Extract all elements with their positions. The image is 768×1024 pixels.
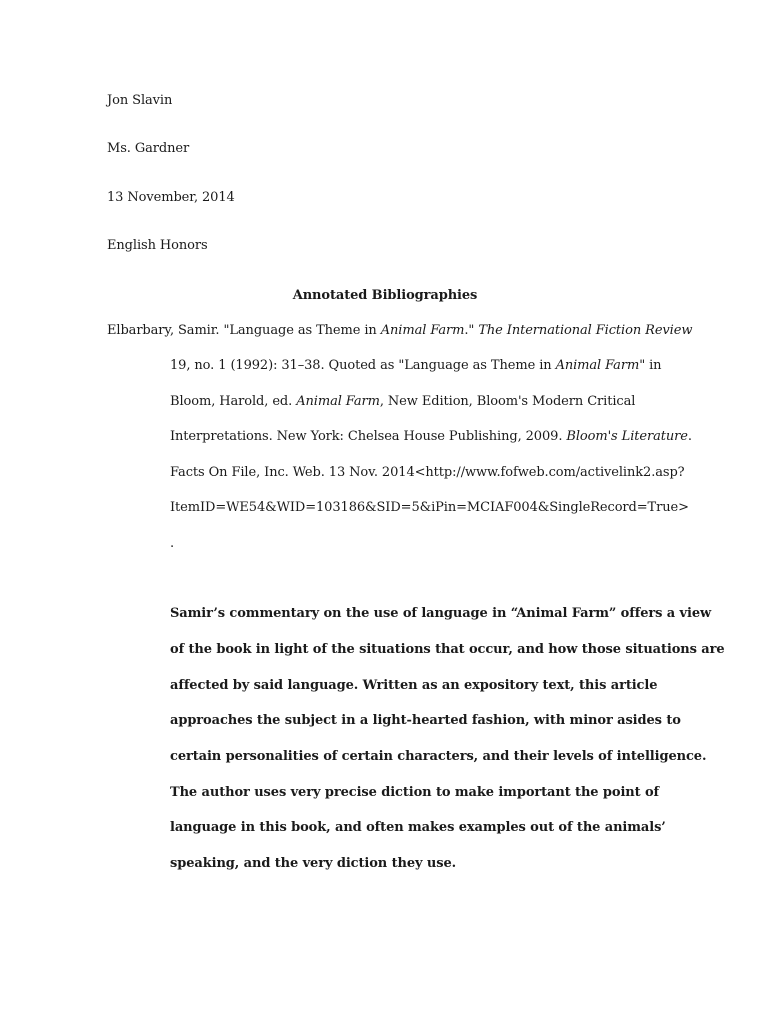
document-title: Annotated Bibliographies — [292, 288, 478, 303]
citation-text: " in — [639, 358, 662, 373]
citation-line-3 — [170, 393, 635, 411]
teacher-name: Ms. Gardner — [107, 141, 190, 156]
annotation-line: affected by said language. Written as an expository text, this article — [170, 678, 658, 693]
citation-line-5: Facts On File, Inc. Web. 13 Nov. 2014<http://www.fofweb.com/activelink2.asp? — [170, 465, 685, 480]
annotation-line: certain personalities of certain characters, and their levels of intelligence. — [170, 749, 707, 764]
citation-line-7: . — [170, 536, 175, 551]
journal-title-italic: The International Fiction Review — [478, 323, 693, 338]
citation-text: 19, no. 1 (1992): 31–38. Quoted as "Language as Theme in — [170, 358, 556, 373]
student-name: Jon Slavin — [107, 93, 173, 108]
citation-line-6: ItemID=WE54&WID=103186&SID=5&iPin=MCIAF004&SingleRecord=True> — [170, 500, 689, 515]
citation-text: ." — [464, 323, 479, 338]
citation-line-4 — [170, 428, 692, 446]
annotation-line: approaches the subject in a light-hearted fashion, with minor asides to — [170, 713, 681, 728]
citation-text: Interpretations. New York: Chelsea House Publishing, 2009. — [170, 429, 567, 444]
book-title-italic: Animal Farm — [380, 323, 465, 338]
course-name: English Honors — [107, 238, 208, 253]
annotation-line: speaking, and the very diction they use. — [170, 856, 457, 871]
citation-text: , New Edition, Bloom's Modern Critical — [379, 394, 636, 409]
citation-text: . — [687, 429, 692, 444]
citation-line-1 — [107, 322, 692, 340]
book-title-italic: Animal Farm — [555, 358, 640, 373]
citation-line-2 — [170, 357, 661, 375]
annotation-line: language in this book, and often makes examples out of the animals’ — [170, 820, 666, 835]
annotation-line: The author uses very precise diction to make important the point of — [170, 785, 660, 800]
book-title-italic: Animal Farm — [296, 394, 380, 409]
citation-text: Elbarbary, Samir. "Language as Theme in — [107, 323, 381, 338]
database-title-italic: Bloom's Literature — [566, 429, 688, 444]
document-date: 13 November, 2014 — [107, 190, 235, 205]
annotation-line: of the book in light of the situations that occur, and how those situations are — [170, 642, 725, 657]
annotation-line: Samir’s commentary on the use of language in “Animal Farm” offers a view — [170, 606, 712, 621]
citation-text: Bloom, Harold, ed. — [170, 394, 297, 409]
